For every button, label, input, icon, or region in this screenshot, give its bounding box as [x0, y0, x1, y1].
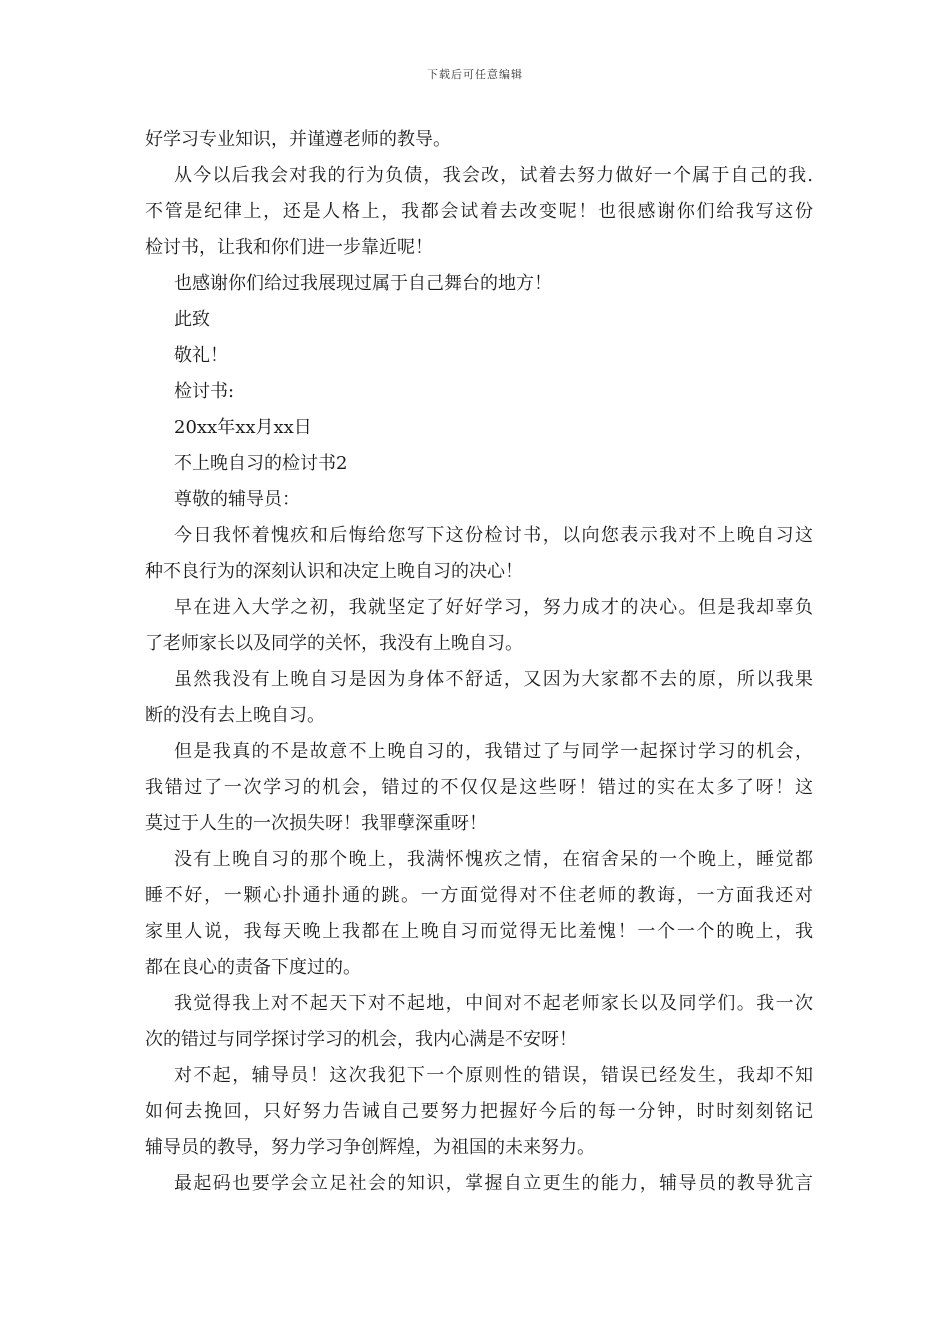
page-header-note: 下载后可任意编辑: [427, 68, 523, 81]
text-line: 都在良心的责备下度过的。: [145, 957, 361, 978]
document-body: [145, 122, 813, 1202]
text-line: 但是我真的不是故意不上晚自习的，我错过了与同学一起探讨学习的机会，: [174, 741, 813, 762]
text-line: 检讨书，让我和你们进一步靠近呢！: [145, 237, 433, 258]
text-line: 莫过于人生的一次损失呀！我罪孽深重呀！: [145, 813, 487, 834]
text-line: 家里人说，我每天晚上我都在上晚自习而觉得无比羞愧！一个一个的晚上，我: [145, 921, 813, 942]
text-line: 辅导员的教导，努力学习争创辉煌，为祖国的未来努力。: [145, 1137, 595, 1158]
text-line: 最起码也要学会立足社会的知识，掌握自立更生的能力，辅导员的教导犹言: [174, 1173, 813, 1194]
text-line: 次的错过与同学探讨学习的机会，我内心满是不安呀！: [145, 1029, 577, 1050]
text-line: 断的没有去上晚自习。: [145, 705, 325, 726]
text-line: 睡不好，一颗心扑通扑通的跳。一方面觉得对不住老师的教诲，一方面我还对: [145, 885, 813, 906]
text-line: 尊敬的辅导员：: [174, 489, 300, 510]
text-line: 了老师家长以及同学的关怀，我没有上晚自习。: [145, 633, 523, 654]
text-line: 早在进入大学之初，我就坚定了好好学习，努力成才的决心。但是我却辜负: [174, 597, 813, 618]
text-line: 从今以后我会对我的行为负债，我会改，试着去努力做好一个属于自己的我.: [174, 165, 813, 186]
text-line: 没有上晚自习的那个晚上，我满怀愧疚之情，在宿舍呆的一个晚上，睡觉都: [174, 849, 813, 870]
text-line: 敬礼！: [174, 345, 228, 366]
text-line: 好学习专业知识，并谨遵老师的教导。: [145, 129, 451, 150]
text-line: 20xx年xx月xx日: [174, 417, 312, 438]
text-line: 我觉得我上对不起天下对不起地，中间对不起老师家长以及同学们。我一次: [174, 993, 813, 1014]
text-line: 不管是纪律上，还是人格上，我都会试着去改变呢！也很感谢你们给我写这份: [145, 201, 813, 222]
text-line: 我错过了一次学习的机会，错过的不仅仅是这些呀！错过的实在太多了呀！这: [145, 777, 813, 798]
text-line: 检讨书:: [174, 381, 235, 402]
text-line: 对不起，辅导员！这次我犯下一个原则性的错误，错误已经发生，我却不知: [174, 1065, 813, 1086]
text-line: 不上晚自习的检讨书2: [174, 453, 348, 474]
text-line: 种不良行为的深刻认识和决定上晚自习的决心！: [145, 561, 523, 582]
text-line: 如何去挽回，只好努力告诫自己要努力把握好今后的每一分钟，时时刻刻铭记: [145, 1101, 813, 1122]
text-line: 虽然我没有上晚自习是因为身体不舒适，又因为大家都不去的原，所以我果: [174, 669, 813, 690]
text-line: 今日我怀着愧疚和后悔给您写下这份检讨书，以向您表示我对不上晚自习这: [174, 525, 813, 546]
text-line: 也感谢你们给过我展现过属于自己舞台的地方！: [174, 273, 552, 294]
text-line: 此致: [174, 309, 210, 330]
